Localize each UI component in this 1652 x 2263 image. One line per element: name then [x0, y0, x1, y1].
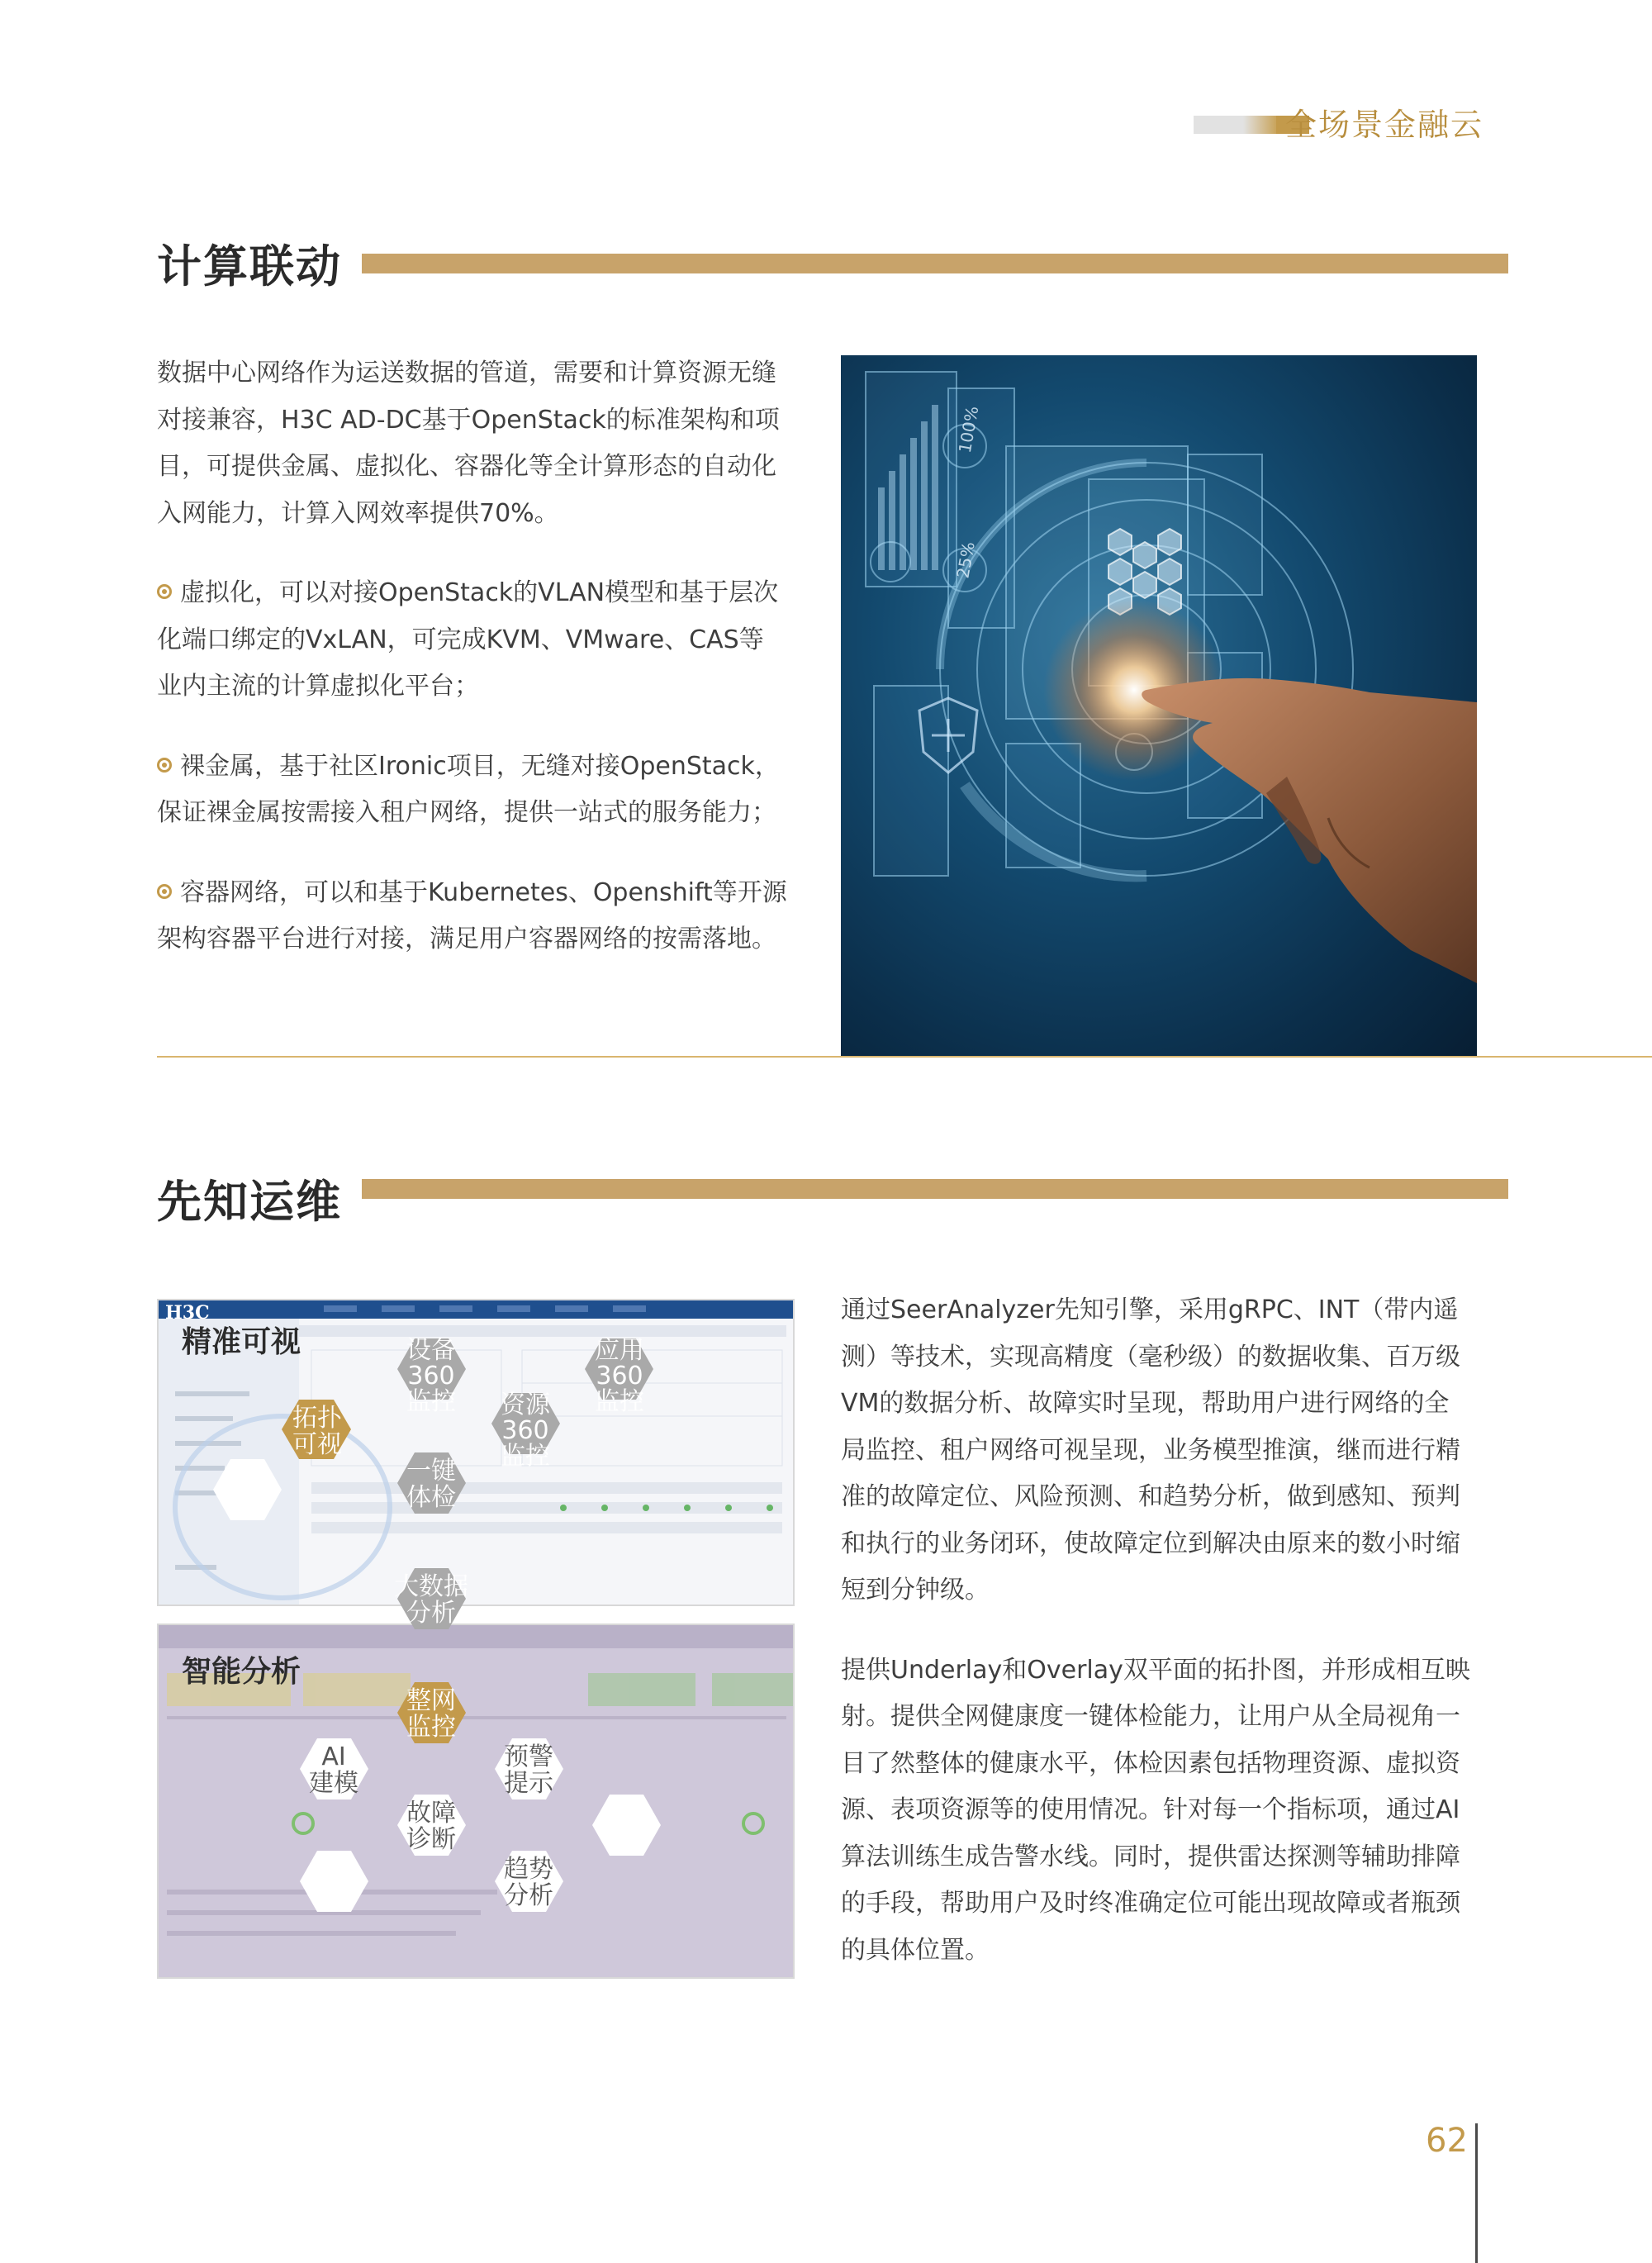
intro-line: 对接兼容，H3C AD-DC基于OpenStack的标准架构和项 [157, 405, 780, 435]
hex-warning-tip [495, 1738, 563, 1799]
hex-text: 拓扑 [292, 1404, 342, 1433]
bullet-icon [157, 884, 172, 899]
section2-text [841, 1287, 1479, 1974]
page-number: 62 [1426, 2122, 1468, 2160]
svg-text:故障: 故障 [406, 1799, 456, 1828]
image-label-100: 100% [954, 404, 983, 455]
para1-line: 局监控、租户网络可视呈现，业务模型推演，继而进行精 [841, 1435, 1460, 1465]
bullet-virtualization: 虚拟化，可以对接OpenStack的VLAN模型和基于层次 [157, 570, 818, 617]
intro-line: 数据中心网络作为运送数据的管道，需要和计算资源无缝 [157, 359, 776, 387]
hex-white-left-2 [300, 1851, 368, 1912]
figure-label-precise: 精准可视 [182, 1325, 301, 1359]
hex-network-monitoring [397, 1682, 466, 1743]
section-rule [362, 1179, 1508, 1199]
hex-device-360 [397, 1336, 466, 1416]
para1-line: 通过SeerAnalyzer先知引擎，采用gRPC、INT（带内遥 [841, 1296, 1459, 1324]
page-number-rule [1475, 2123, 1478, 2263]
hex-topology-visual [282, 1400, 351, 1459]
svg-text:可视: 可视 [292, 1430, 342, 1459]
bullet-container: 容器网络，可以和基于Kubernetes、Openshift等开源 [157, 870, 818, 917]
hex-one-key-check [397, 1452, 466, 1514]
para1-line: 准的故障定位、风险预测、和趋势分析，做到感知、预判 [841, 1482, 1460, 1511]
hex-white-right [592, 1795, 661, 1856]
header-title: 全场景金融云 [1285, 107, 1484, 143]
intro-line: 入网能力，计算入网效率提供70%。 [157, 498, 559, 528]
bullet-icon [157, 584, 172, 599]
para1-line: VM的数据分析、故障实时呈现，帮助用户进行网络的全 [841, 1389, 1450, 1418]
figure-label-analysis: 智能分析 [182, 1655, 301, 1689]
bullet-baremetal: 裸金属，基于社区Ironic项目，无缝对接OpenStack， [157, 744, 818, 791]
section-title-compute: 计算联动 [157, 240, 342, 292]
para1-line: 测）等技术，实现高精度（毫秒级）的数据收集、百万级 [841, 1342, 1460, 1372]
hex-app-360 [585, 1336, 653, 1416]
svg-text:分析: 分析 [406, 1599, 456, 1628]
svg-text:监控: 监控 [406, 1713, 456, 1742]
svg-text:360: 360 [501, 1416, 549, 1445]
section-title-ops: 先知运维 [157, 1176, 342, 1228]
hex-resource-360 [491, 1391, 560, 1471]
hex-trend-analysis [495, 1851, 563, 1912]
svg-text:监控: 监控 [595, 1387, 644, 1416]
tech-hand-image [841, 355, 1477, 1056]
para2-line: 射。提供全网健康度一键体检能力，让用户从全局视角一 [841, 1702, 1460, 1731]
svg-text:应用: 应用 [595, 1336, 644, 1365]
svg-text:360: 360 [407, 1362, 455, 1391]
svg-text:体检: 体检 [406, 1483, 456, 1512]
para2-line: 算法训练生成告警水线。同时，提供雷达探测等辅助排障 [841, 1842, 1460, 1871]
svg-text:预警: 预警 [504, 1742, 553, 1771]
svg-text:分析: 分析 [504, 1881, 553, 1910]
para2-line: 目了然整体的健康水平，体检因素包括物理资源、虚拟资 [841, 1748, 1460, 1778]
svg-text:一键: 一键 [406, 1457, 456, 1486]
hexagon-feature-map [157, 1299, 795, 1979]
para2-line: 的手段，帮助用户及时终准确定位可能出现故障或者瓶颈 [841, 1889, 1460, 1918]
intro-line: 目，可提供金属、虚拟化、容器化等全计算形态的自动化 [157, 452, 776, 481]
svg-text:360: 360 [596, 1362, 643, 1391]
svg-text:监控: 监控 [406, 1387, 456, 1416]
hex-ai-modeling [300, 1738, 368, 1799]
section-divider [157, 1056, 1652, 1058]
svg-text:趋势: 趋势 [504, 1855, 553, 1884]
svg-text:资源: 资源 [501, 1391, 550, 1419]
hex-fault-diagnosis [397, 1795, 466, 1856]
para2-line: 提供Underlay和Overlay双平面的拓扑图，并形成相互映 [841, 1655, 1470, 1685]
section1-text: 数据中心网络作为运送数据的管道，需要和计算资源无缝 对接兼容，H3C AD-DC基于OpenStack的标准架构和项 目，可提供金属、虚拟化、容器化等全计算形态的自动化 入网能力，计算入网效率提供70%。 虚拟化，可以对接OpenStack的VLAN模型和基于层次 化端口绑定的VxLAN，可完成KVM、VMware、CAS等 业内主流的计算虚拟化平台； 裸金属，基于社区Ironic项目，无缝对接OpenStack， 保证裸金属按需接入租户网络，提供一站式的服务能力； 容器网络，可以和基于Kubernetes、Openshift等开源 架构容器平台进行对接，满足用户容器网络的按需落地。 [157, 350, 818, 963]
para2-line: 的具体位置。 [841, 1935, 990, 1965]
svg-text:监控: 监控 [501, 1442, 550, 1471]
para2-line: 源、表项资源等的使用情况。针对每一个指标项，通过AI [841, 1795, 1460, 1824]
svg-text:AI: AI [321, 1742, 346, 1771]
image-label-25: 25% [952, 540, 979, 580]
svg-text:提示: 提示 [504, 1769, 553, 1798]
hex-white-left-1 [213, 1459, 282, 1520]
svg-text:设备: 设备 [406, 1336, 456, 1365]
svg-text:整网: 整网 [406, 1686, 456, 1715]
svg-text:诊断: 诊断 [406, 1825, 456, 1854]
h3c-logo: H3C [165, 1302, 210, 1324]
section-rule [362, 254, 1508, 273]
svg-text:大数据: 大数据 [394, 1572, 468, 1601]
para1-line: 和执行的业务闭环，使故障定位到解决由原来的数小时缩 [841, 1528, 1460, 1558]
para1-line: 短到分钟级。 [841, 1576, 990, 1605]
hex-bigdata-analysis [394, 1568, 468, 1629]
bullet-icon [157, 758, 172, 773]
svg-text:建模: 建模 [309, 1769, 358, 1798]
